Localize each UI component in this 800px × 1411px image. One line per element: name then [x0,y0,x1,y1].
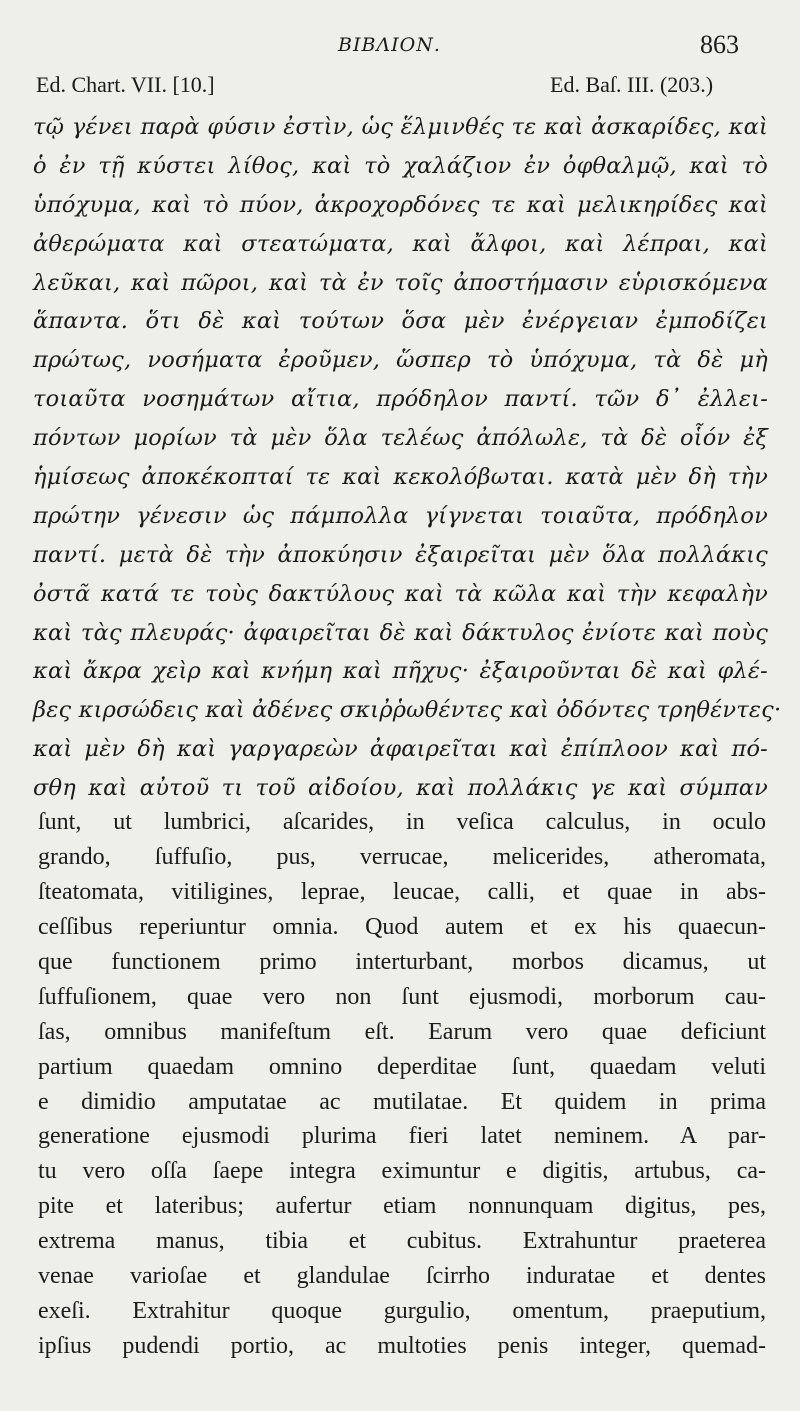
page-number: 863 [700,30,739,59]
latin-text-line: e dimidio amputatae ac mutilatae. Et quidem in prima [38,1088,766,1115]
greek-text-block [33,108,782,808]
latin-text-line: generatione ejusmodi plurima fieri latet neminem. A par- [38,1123,766,1150]
greek-text-line: ὁ ἐν τῇ κύστει λίθος, καὶ τὸ χαλάζιον ἐν ὀφθαλμῷ, καὶ τὸ [33,152,768,179]
greek-text-line: τῷ γένει παρὰ φύσιν ἐστὶν, ὡς ἕλμινθές τε καὶ ἀσκαρίδες, καὶ [33,114,768,140]
latin-text-line: grando, ſuffuſio, pus, verrucae, melicerides, atheromata, [38,843,766,870]
latin-text-line: partium quaedam omnino deperditae ſunt, quaedam veluti [38,1053,766,1080]
latin-text-line: exeſi. Extrahitur quoque gurgulio, omentum, praeputium, [38,1298,766,1325]
greek-text-line: πόντων μορίων τὰ μὲν ὅλα τελέως ἀπόλωλε, τὰ δὲ οἷόν ἐξ [33,425,768,452]
greek-text-line: καὶ ἄκρα χεὶρ καὶ κνήμη καὶ πῆχυς· ἐξαιροῦνται δὲ καὶ φλέ- [33,658,768,685]
latin-text-block [38,805,766,1364]
greek-text-line: καὶ τὰς πλευράς· ἀφαιρεῖται δὲ καὶ δάκτυλος ἐνίοτε καὶ ποὺς [33,619,768,646]
greek-text-line: ὀστᾶ κατά τε τοὺς δακτύλους καὶ τὰ κῶλα καὶ τὴν κεφαλὴν [33,580,768,607]
greek-text-line: παντί. μετὰ δὲ τὴν ἀποκύησιν ἐξαιρεῖται μὲν ὅλα πολλάκις [33,541,768,568]
latin-text-line: ſteatomata, vitiligines, leprae, leucae, calli, et quae in abs- [38,878,766,905]
running-header [0,30,800,66]
latin-text-line: que functionem primo interturbant, morbos dicamus, ut [38,948,766,975]
latin-text-line: extrema manus, tibia et cubitus. Extrahuntur praeterea [38,1228,766,1255]
greek-text-line: πρώτως, νοσήματα ἐροῦμεν, ὥσπερ τὸ ὑπόχυμα, τὰ δὲ μὴ [33,347,768,374]
greek-text-line: ἀθερώματα καὶ στεατώματα, καὶ ἄλφοι, καὶ λέπραι, καὶ [33,230,768,257]
greek-text-line: σθη καὶ αὐτοῦ τι τοῦ αἰδοίου, καὶ πολλάκις γε καὶ σύμπαν [33,775,768,802]
edition-reference-right: Ed. Baſ. III. (203.) [550,72,714,97]
latin-text-line: tu vero oſſa ſaepe integra eximuntur e digitis, artubus, ca- [38,1158,766,1185]
greek-text-line: καὶ μὲν δὴ καὶ γαργαρεὼν ἀφαιρεῖται καὶ ἐπίπλοον καὶ πό- [33,736,768,763]
greek-text-line: ἡμίσεως ἀποκέκοπταί τε καὶ κεκολόβωται. κατὰ μὲν δὴ τὴν [33,464,768,491]
latin-text-line: ipſius pudendi portio, ac multoties penis integer, quemad- [38,1333,766,1360]
latin-text-line: ſas, omnibus manifeſtum eſt. Earum vero quae deficiunt [38,1018,766,1045]
latin-text-line: venae varioſae et glandulae ſcirrho induratae et dentes [38,1263,766,1290]
running-title: ΒΙΒΛΙΟΝ. [338,34,441,56]
greek-text-line: λεῦκαι, καὶ πῶροι, καὶ τὰ ἐν τοῖς ἀποστήμασιν εὑρισκόμενα [33,269,768,296]
greek-text-line: βες κιρσώδεις καὶ ἀδένες σκιῤῥωθέντες καὶ ὀδόντες τρηθέντες· [33,697,782,724]
latin-text-line: ſunt, ut lumbrici, aſcarides, in veſica calculus, in oculo [38,809,766,835]
greek-text-line: ὑπόχυμα, καὶ τὸ πύον, ἀκροχορδόνες τε καὶ μελικηρίδες καὶ [33,191,768,218]
greek-text-line: τοιαῦτα νοσημάτων αἴτια, πρόδηλον παντί. τῶν δ᾽ ἐλλει- [33,386,768,413]
greek-text-line: ἅπαντα. ὅτι δὲ καὶ τούτων ὅσα μὲν ἐνέργειαν ἐμποδίζει [33,308,768,335]
edition-reference-left: Ed. Chart. VII. [10.] [36,72,215,97]
latin-text-line: pite et lateribus; aufertur etiam nonnunquam digitus, pes, [38,1193,766,1220]
latin-text-line: ſuffuſionem, quae vero non ſunt ejusmodi, morborum cau- [38,983,766,1010]
greek-text-line: πρώτην γένεσιν ὡς πάμπολλα γίγνεται τοιαῦτα, πρόδηλον [33,502,768,529]
latin-text-line: ceſſibus reperiuntur omnia. Quod autem et ex his quaecun- [38,913,766,940]
